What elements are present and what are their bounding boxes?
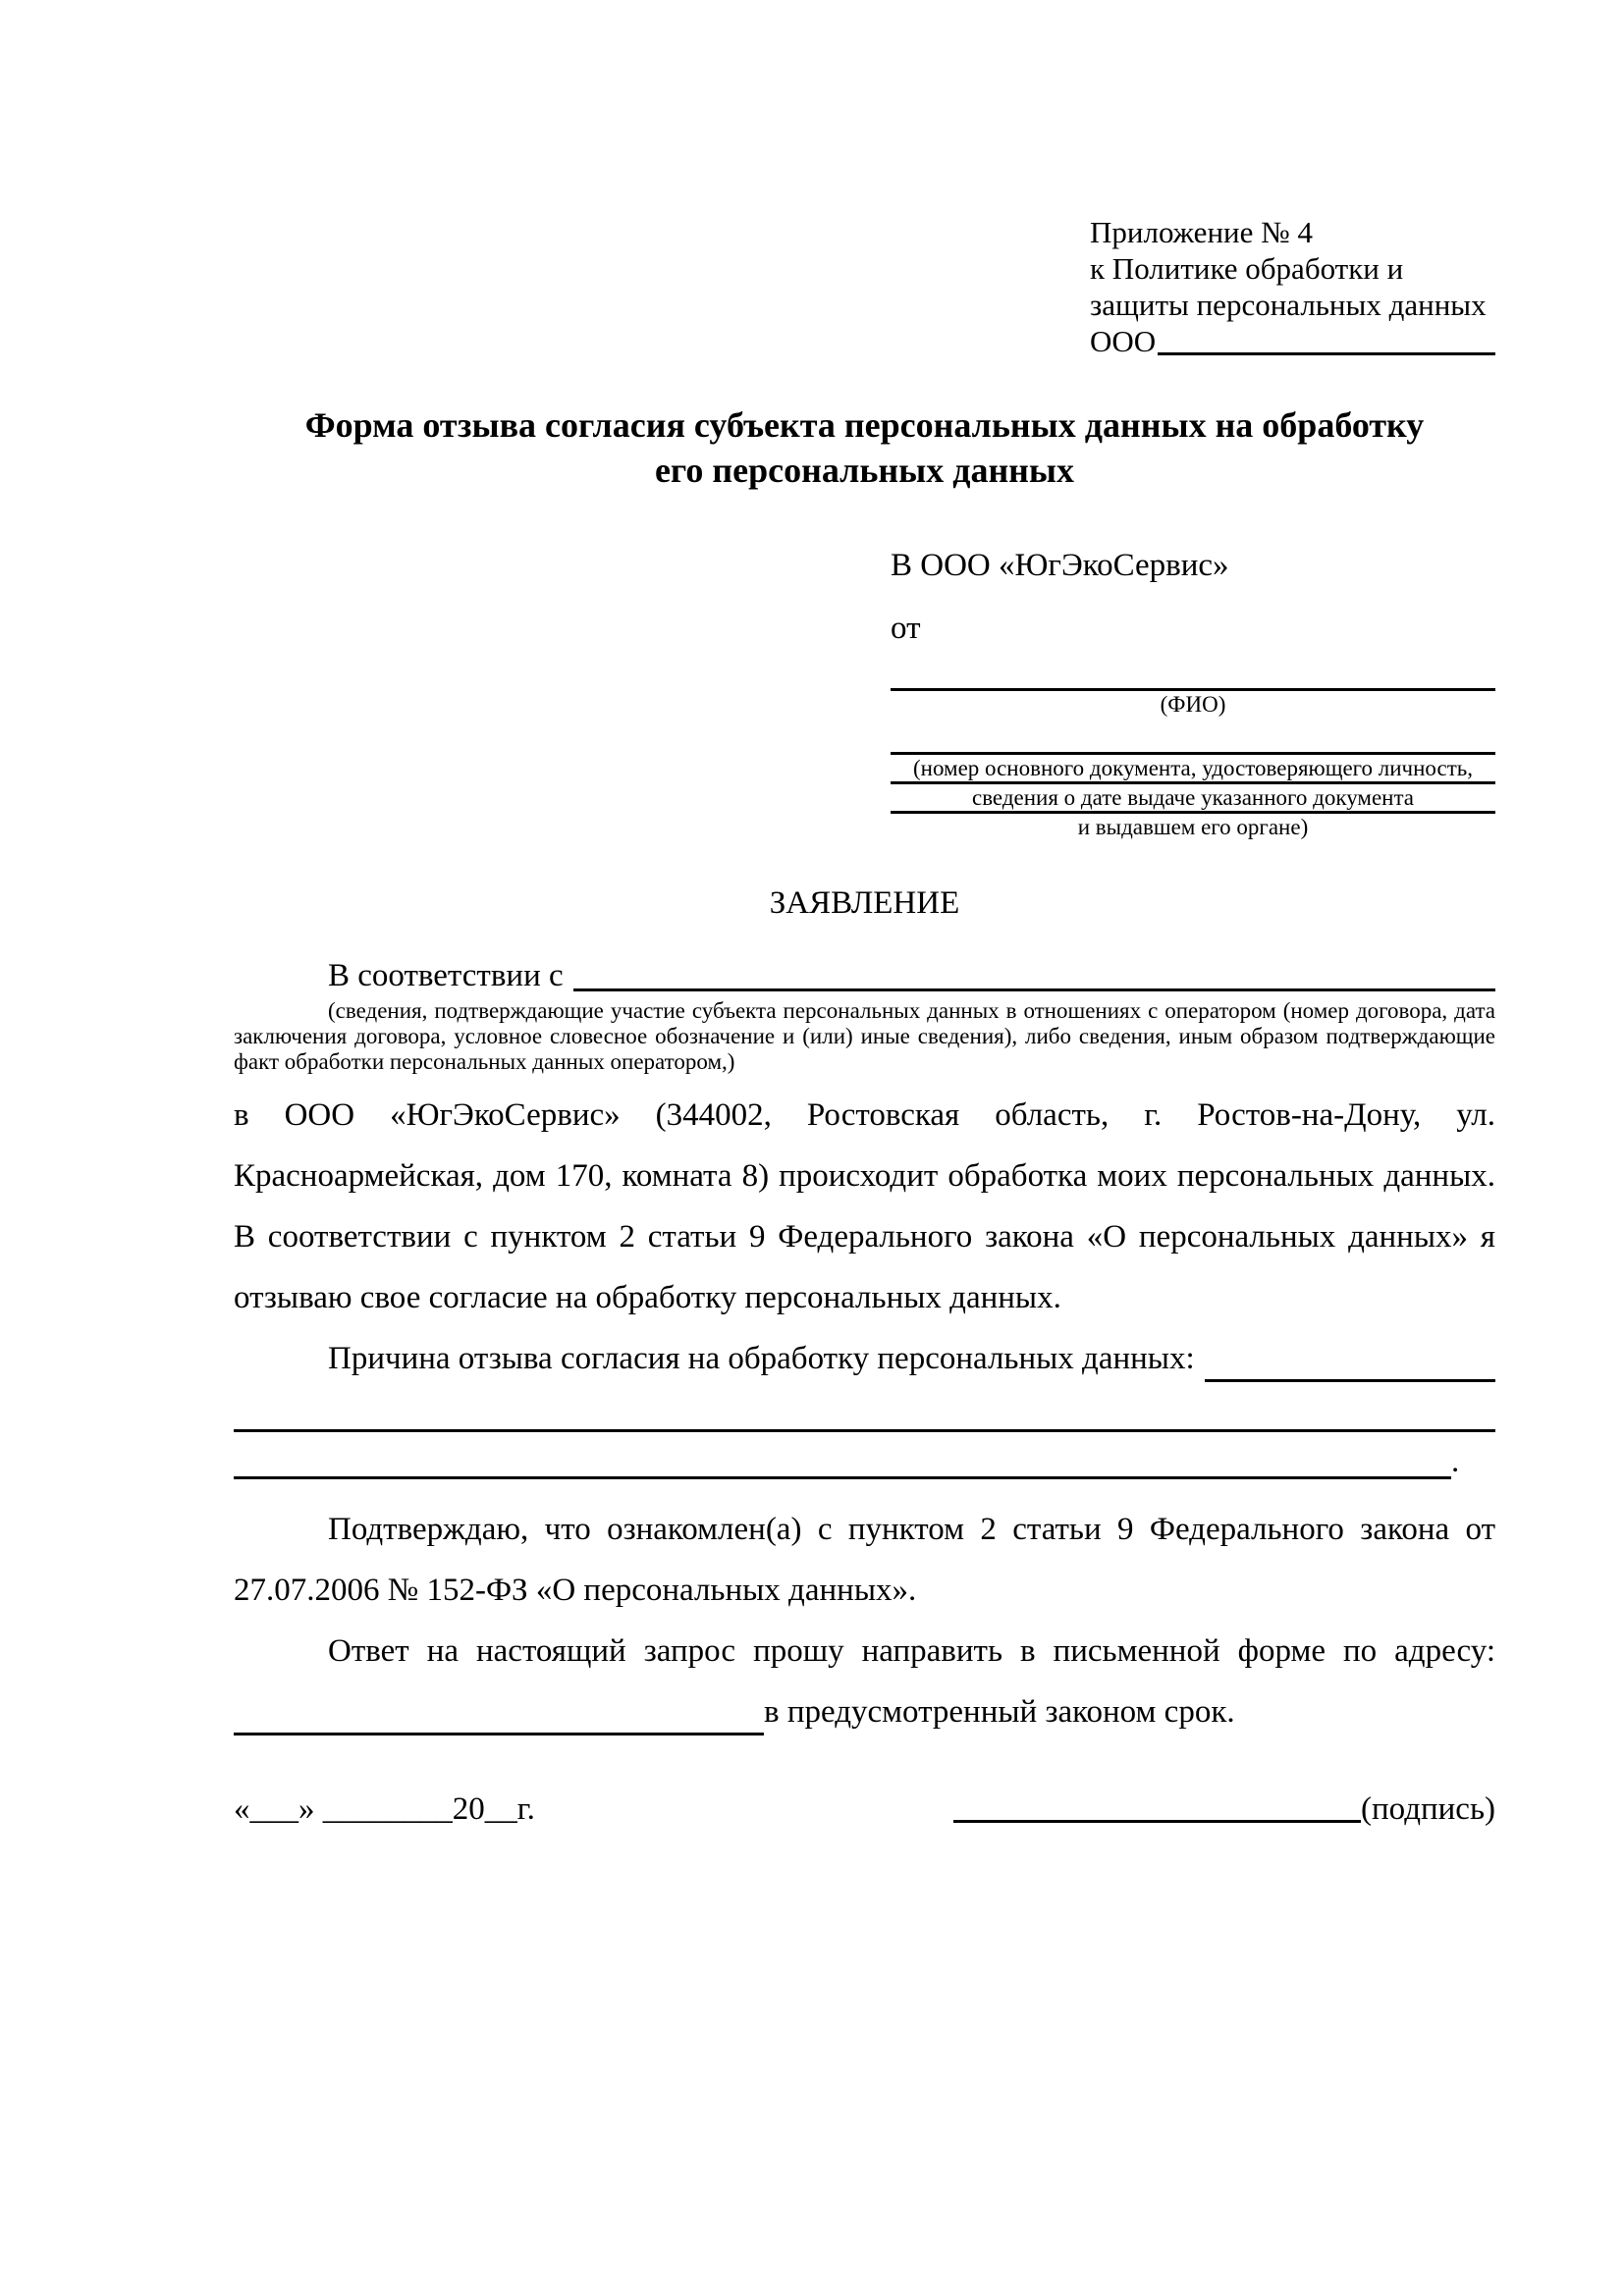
issuing-authority-caption: и выдавшем его органе) — [1077, 815, 1309, 839]
issue-date-field — [891, 781, 1495, 811]
statement-heading: ЗАЯВЛЕНИЕ — [769, 885, 960, 921]
fio-field — [891, 648, 1495, 718]
appendix-line-1: Приложение № 4 — [1090, 215, 1313, 249]
document-title — [234, 402, 1495, 493]
signature-blank-line — [953, 1820, 1361, 1823]
document-title-line-1: Форма отзыва согласия субъекта персональных данных на обработку — [304, 405, 1425, 445]
address-blank-line — [234, 1733, 764, 1735]
addressee-to: В ООО «ЮгЭкоСервис» — [891, 548, 1229, 583]
appendix-ooo-line — [1090, 323, 1495, 359]
reason-blank-line — [1205, 1379, 1495, 1382]
addressee-block — [891, 546, 1495, 840]
appendix-block — [1090, 214, 1495, 359]
response-paragraph: Ответ на настоящий запрос прошу направить в письменной форме по адресу: — [328, 1633, 1495, 1669]
intro-blank-line — [573, 988, 1495, 991]
intro-footnote: (сведения, подтверждающие участие субъекта персональных данных в отношениях с оператором (номер договора, дата заключения договора, условное словесное обозначение и (или) иные сведения), либо сведения, иным образом подтверждающие факт обработки персональных данных оператором,) — [234, 998, 1495, 1074]
reason-label: Причина отзыва согласия на обработку персональных данных: — [328, 1341, 1195, 1376]
addressee-from-label: от — [891, 611, 921, 646]
body-paragraph: в ООО «ЮгЭкоСервис» (344002, Ростовская область, г. Ростов-на-Дону, ул. Красноармейская, дом 170, комната 8) происходит обработка моих персональных данных. В соответствии с пунктом 2 статьи 9 Федерального закона «О персональных данных» я отзываю свое согласие на обработку персональных данных. — [234, 1097, 1495, 1315]
issue-date-caption: сведения о дате выдаче указанного документа — [971, 785, 1415, 810]
ooo-prefix: ООО — [1090, 324, 1157, 358]
date-line: «___» ________20__г. — [234, 1791, 535, 1827]
reason-blank-row-2 — [234, 1432, 1495, 1479]
confirm-paragraph: Подтверждаю, что ознакомлен(а) с пунктом 2 статьи 9 Федерального закона от 27.07.2006 № 152-ФЗ «О персональных данных». — [234, 1512, 1495, 1608]
document-number-blank-line — [891, 718, 1495, 755]
appendix-line-3: защиты персональных данных — [1090, 288, 1487, 322]
document-number-caption: (номер основного документа, удостоверяющего личность, — [912, 756, 1473, 780]
reason-period: . — [1451, 1444, 1460, 1479]
reason-blank-row-1 — [234, 1389, 1495, 1432]
address-row — [234, 1682, 1495, 1742]
response-suffix: в предусмотренный законом срок. — [764, 1694, 1235, 1730]
fio-blank-line — [891, 648, 1495, 691]
reason-blank-row-2-line — [234, 1432, 1451, 1479]
document-number-field — [891, 718, 1495, 781]
signature-group — [953, 1789, 1495, 1829]
intro-prefix: В соответствии с — [328, 958, 564, 993]
document-title-line-2: его персональных данных — [654, 451, 1075, 490]
intro-line — [234, 956, 1495, 995]
reason-line — [234, 1328, 1495, 1389]
appendix-line-2: к Политике обработки и — [1090, 251, 1404, 286]
signature-caption: (подпись) — [1361, 1791, 1495, 1827]
ooo-blank-line — [1158, 352, 1495, 355]
signature-row — [234, 1789, 1495, 1829]
issuing-authority-field — [891, 811, 1495, 840]
fio-caption: (ФИО) — [1160, 692, 1226, 717]
